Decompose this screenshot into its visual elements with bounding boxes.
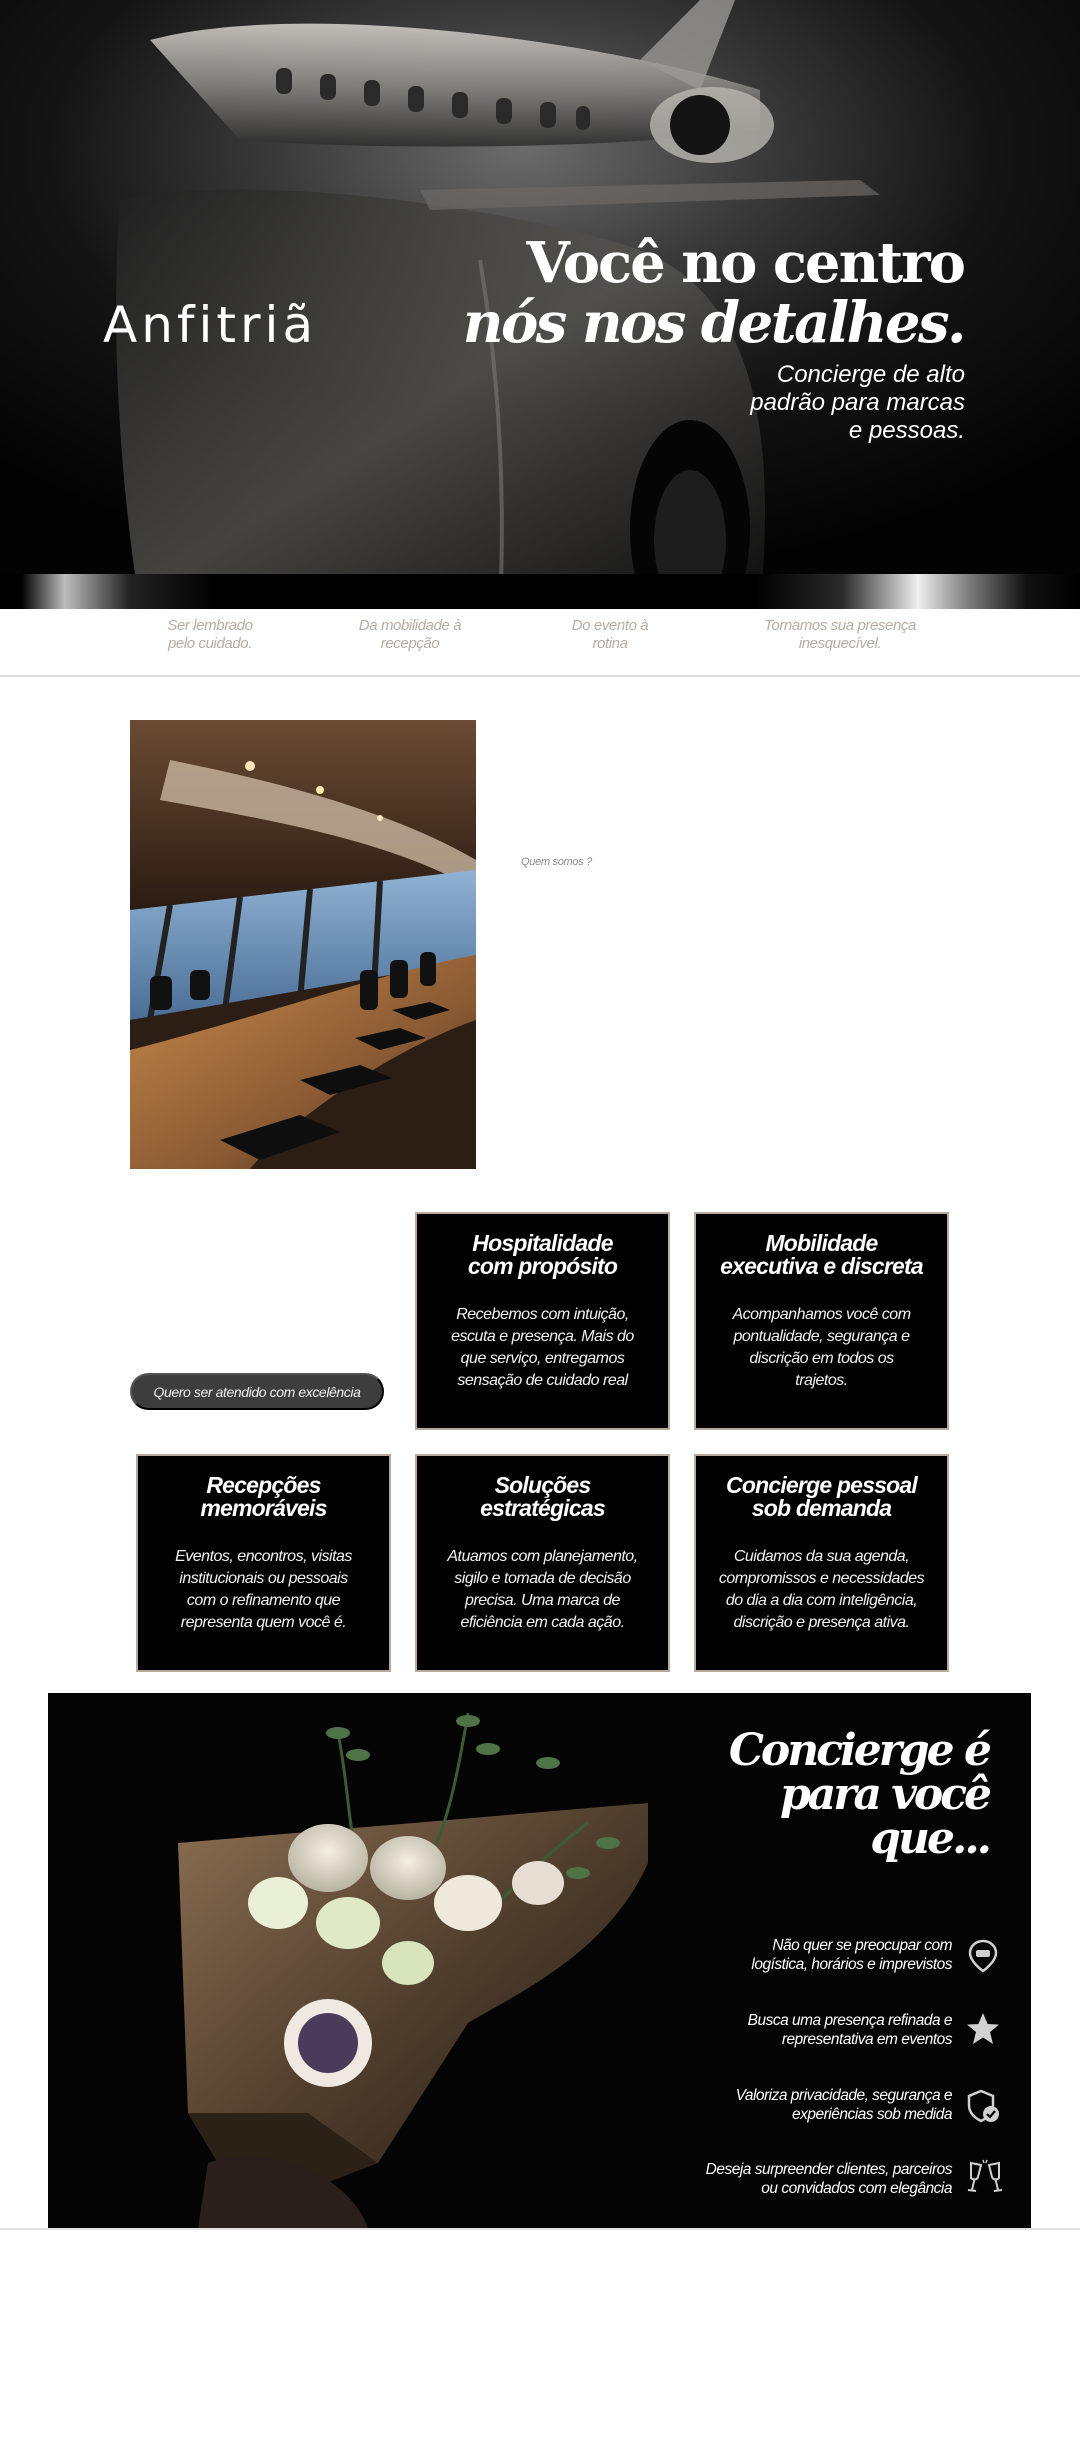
hero-title-line2: nós nos detalhes. [462,290,964,356]
service-card-text [431,1304,654,1392]
service-title-line: estratégicas [480,1495,605,1521]
hero-subtitle-line: e pessoas. [848,417,965,444]
service-title-line: Soluções [494,1472,591,1498]
service-text-line: escuta e presença. Mais do [451,1328,634,1345]
service-text-line: trajetos. [795,1372,848,1389]
service-text-line: Eventos, encontros, visitas [175,1548,352,1565]
service-text-line: pontualidade, segurança e [733,1328,910,1345]
reason-line: experiências sob medida [792,2106,952,2123]
location-pin-icon [965,1938,1001,1974]
tagline-line: Do evento à [571,617,649,634]
star-icon [965,2011,1001,2047]
service-title-line: sob demanda [751,1495,892,1521]
reason-item [748,2011,952,2049]
tagline-line: Da mobilidade à [358,617,462,634]
service-card-text [431,1546,654,1634]
reason-line: Valoriza privacidade, segurança e [735,2087,952,2104]
service-text-line: compromissos e necessidades [718,1570,925,1587]
concierge-title [728,1725,989,1864]
service-title-line: Recepções [206,1472,321,1498]
service-title-line: executiva e discreta [720,1253,923,1279]
reason-line: representativa em eventos [781,2031,952,2048]
service-card-mobility [694,1212,949,1430]
brand-logo: Anfitriã [103,296,318,354]
tagline-line: rotina [592,635,628,652]
service-card-solutions [415,1454,670,1672]
reason-line: Busca uma presença refinada e [747,2012,952,2029]
service-title-line: Mobilidade [765,1230,878,1256]
service-text-line: representa quem você é. [180,1614,347,1631]
service-text-line: discrição e presença ativa. [733,1614,910,1631]
service-text-line: Recebemos com intuição, [456,1306,629,1323]
service-text-line: que serviço, entregamos [460,1350,625,1367]
tagline-item [742,617,938,653]
tagline-line: Tornamos sua presença [764,617,916,634]
service-card-text [710,1304,933,1392]
service-card-title [431,1232,654,1278]
reason-line: ou convidados com elegância [761,2180,952,2197]
service-card-title [152,1474,375,1520]
concierge-title-line: Concierge é [728,1725,989,1776]
hero-subtitle [705,361,965,445]
concierge-title-line: para você [780,1769,989,1820]
service-text-line: Cuidamos da sua agenda, [733,1548,910,1565]
hero-section [0,0,1080,609]
service-text-line: com o refinamento que [186,1592,341,1609]
tagline-line: Ser lembrado [167,617,253,634]
service-text-line: Atuamos com planejamento, [447,1548,638,1565]
service-text-line: Acompanhamos você com [732,1306,911,1323]
service-card-receptions [136,1454,391,1672]
hero-subtitle-line: padrão para marcas [750,389,965,416]
service-title-line: com propósito [467,1253,618,1279]
service-title-line: Hospitalidade [472,1230,613,1256]
toast-glasses-icon [965,2159,1005,2195]
reason-line: Não quer se preocupar com [772,1937,952,1954]
service-card-personal-concierge [694,1454,949,1672]
tagline-item [550,617,670,653]
service-card-title [710,1232,933,1278]
service-text-line: precisa. Uma marca de [465,1592,620,1609]
cta-excellence-button[interactable]: Quero ser atendido com excelência [130,1373,384,1410]
service-card-hospitality [415,1212,670,1430]
conference-room-photo [130,720,476,1169]
reason-line: Deseja surpreender clientes, parceiros [705,2161,952,2178]
service-card-title [710,1474,933,1520]
service-text-line: sensação de cuidado real [457,1372,628,1389]
tagline-line: recepção [380,635,440,652]
shield-check-icon [965,2088,1001,2124]
hero-light-band [0,574,1080,609]
about-us-label[interactable]: Quem somos ? [521,856,592,868]
hero-title-line1: Você no centro [526,230,964,296]
service-text-line: institucionais ou pessoais [179,1570,348,1587]
hero-subtitle-line: Concierge de alto [776,361,965,388]
service-title-line: memoráveis [200,1495,327,1521]
reason-line: logística, horários e imprevistos [751,1956,952,1973]
service-title-line: Concierge pessoal [726,1472,917,1498]
footer-divider [0,2228,1080,2230]
taglines-bar [0,609,1080,677]
service-text-line: do dia a dia com inteligência, [725,1592,918,1609]
service-text-line: eficiência em cada ação. [460,1614,625,1631]
service-text-line: discrição em todos os [749,1350,894,1367]
tagline-line: inesquecível. [798,635,882,652]
tagline-item [150,617,270,653]
reason-item [706,2160,952,2198]
concierge-title-line: que... [870,1813,989,1864]
service-text-line: sigilo e tomada de decisão [454,1570,631,1587]
tagline-line: pelo cuidado. [167,635,253,652]
reason-item [751,1936,952,1974]
service-card-title [431,1474,654,1520]
service-card-text [710,1546,933,1634]
tagline-item [342,617,478,653]
service-card-text [152,1546,375,1634]
reason-item [736,2086,952,2124]
concierge-section [48,1693,1031,2228]
